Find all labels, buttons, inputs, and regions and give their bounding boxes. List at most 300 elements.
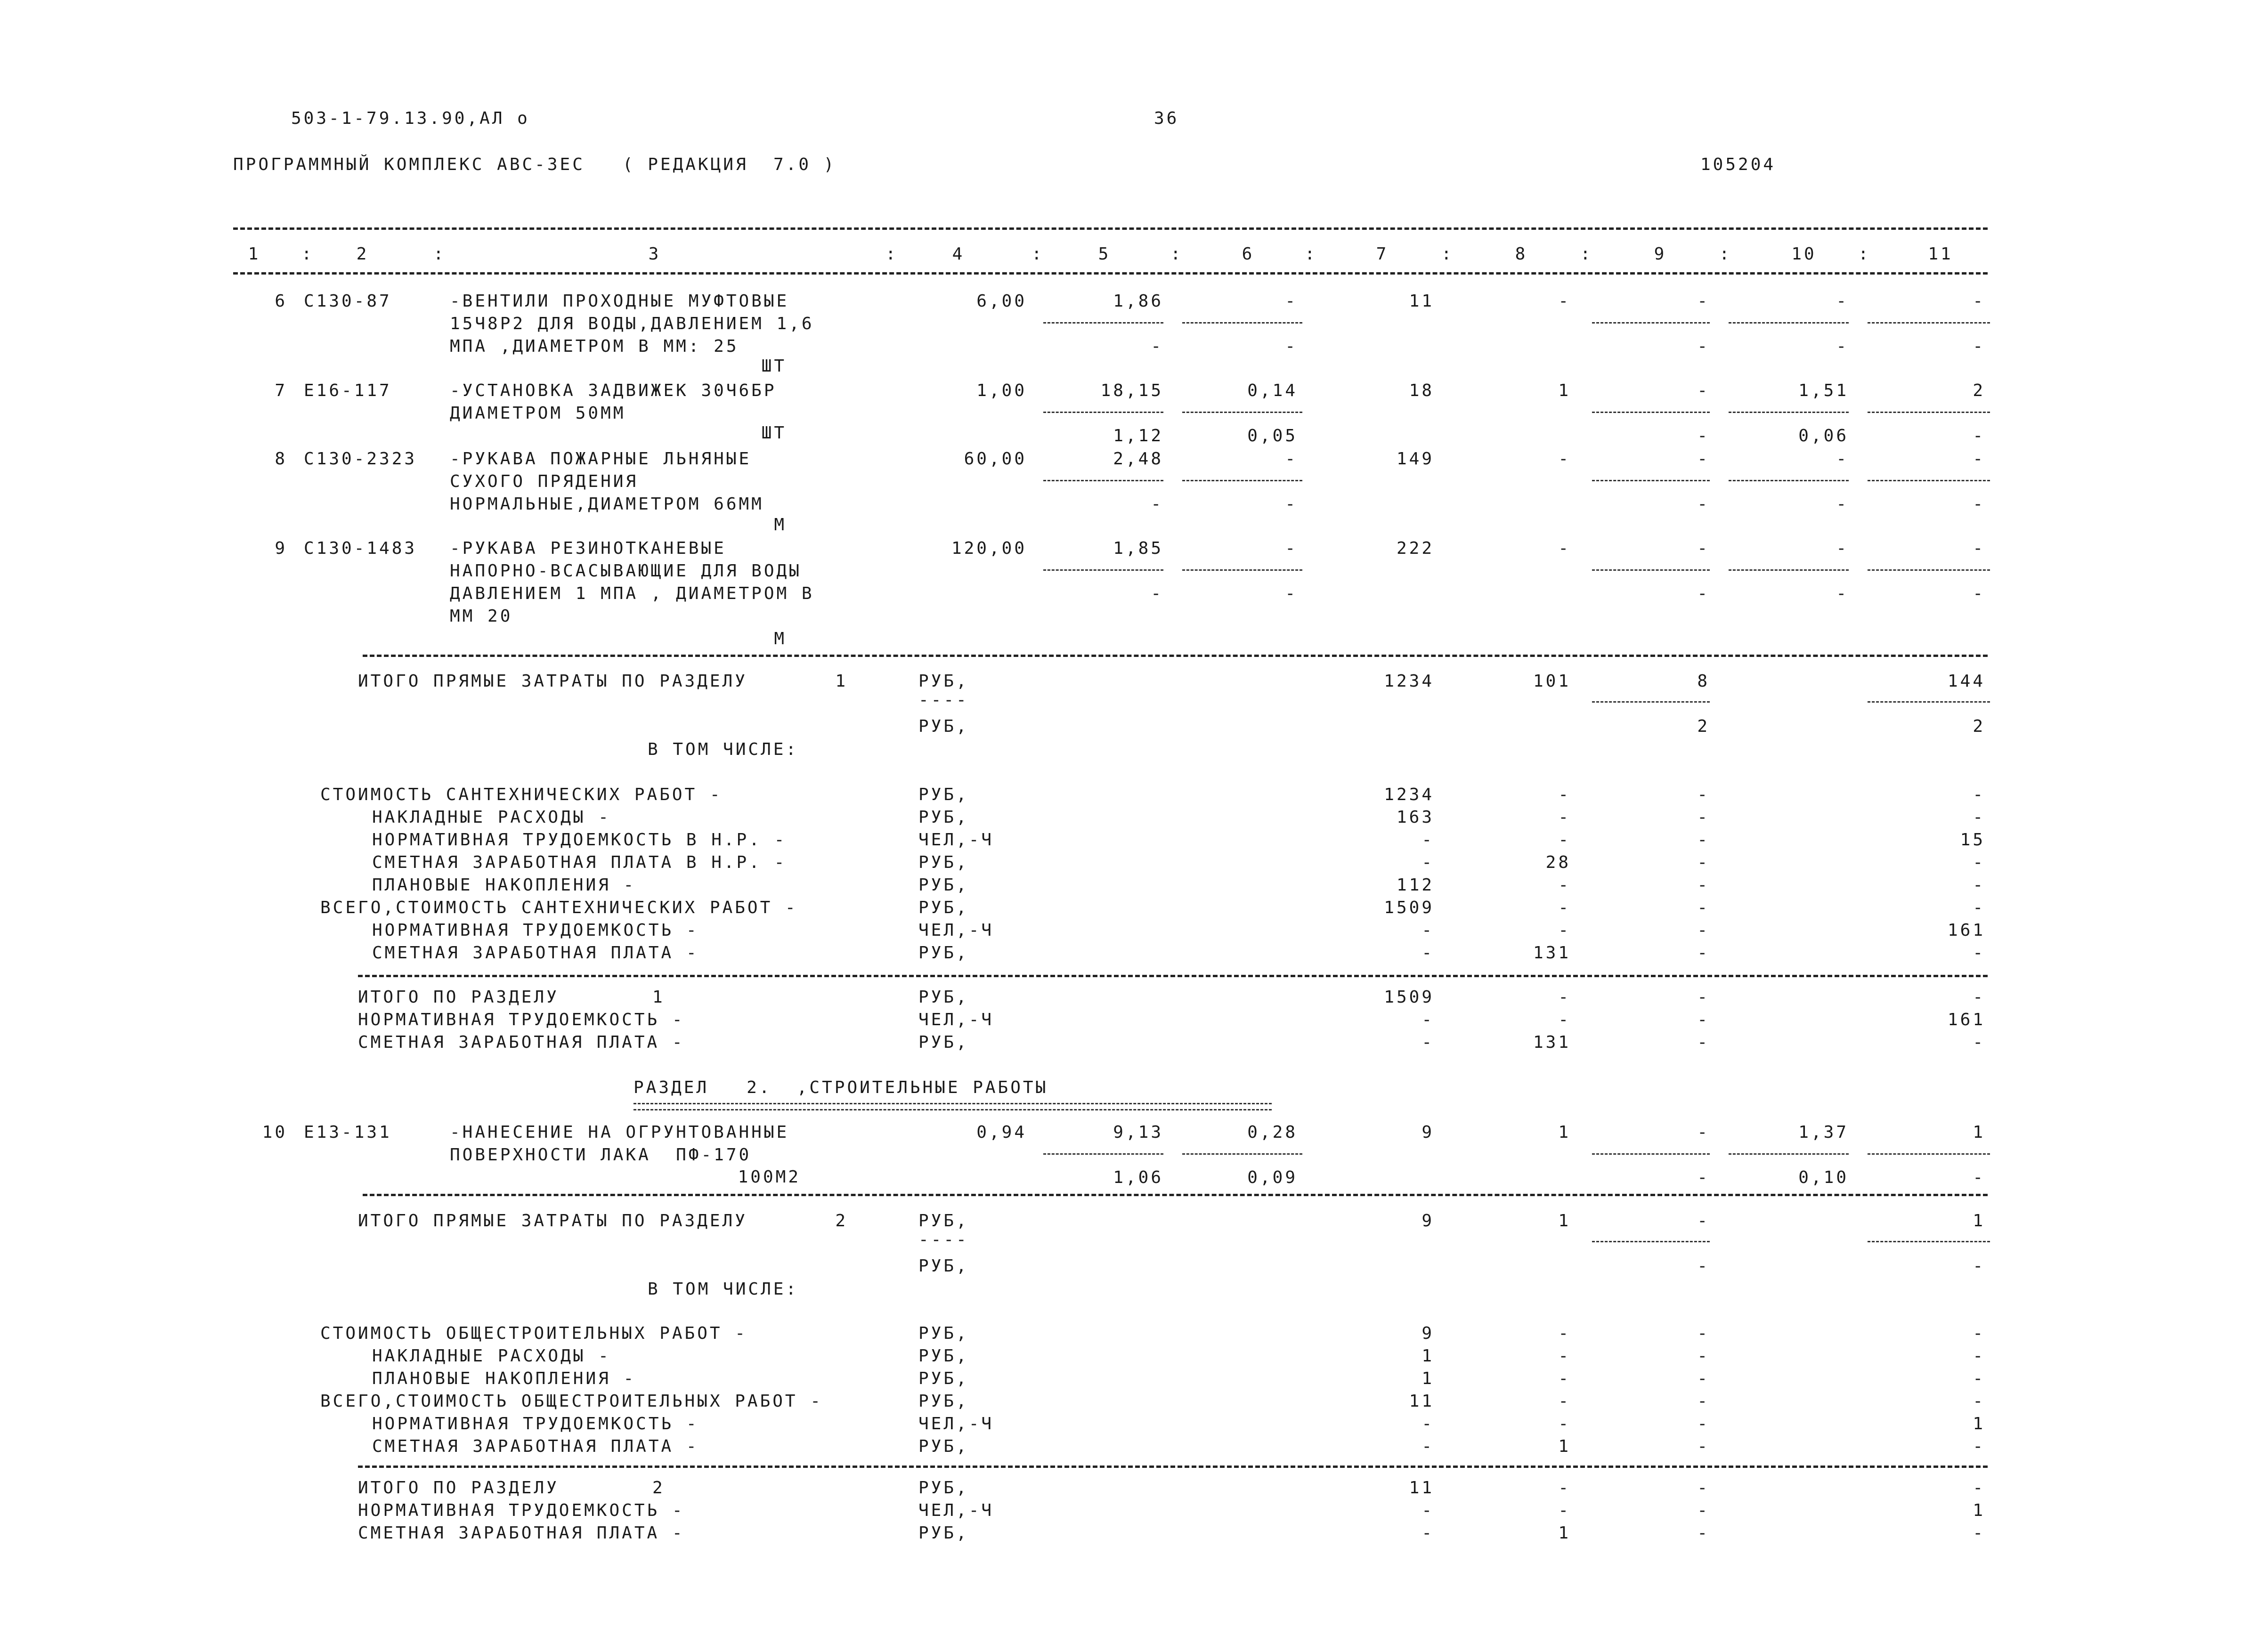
section1-breakdown-row-machine: - xyxy=(1697,808,1710,827)
section2-breakdown-row-label: ПЛАНОВЫЕ НАКОПЛЕНИЯ - xyxy=(372,1369,636,1388)
column-header-10: 10 xyxy=(1791,244,1817,264)
item-total-wage: - xyxy=(1558,539,1571,558)
item-unit-machine-wage: 1,06 xyxy=(1113,1168,1163,1187)
section1-total-row-unit: ЧЕЛ,-Ч xyxy=(918,1010,994,1029)
section2-including-heading: В ТОМ ЧИСЛЕ: xyxy=(648,1279,799,1299)
section1-breakdown-row-cost: 1509 xyxy=(1384,898,1434,917)
section1-breakdown-row-machine: - xyxy=(1697,785,1710,804)
item-labor-total-2: - xyxy=(1973,1168,1985,1187)
item-labor-unit-2: 0,06 xyxy=(1798,426,1849,445)
section1-items-rule xyxy=(363,655,1988,657)
item-machine-wage: - xyxy=(1697,337,1710,356)
item-description: НАПОРНО-ВСАСЫВАЮЩИЕ ДЛЯ ВОДЫ xyxy=(450,561,802,581)
item-total-wage: 1 xyxy=(1558,381,1571,400)
item-labor-unit: - xyxy=(1836,539,1849,558)
item-unit-machine-wage: - xyxy=(1151,337,1163,356)
program-title: ПРОГРАММНЫЙ КОМПЛЕКС АВС-3ЕС ( РЕДАКЦИЯ 7.0 ) xyxy=(233,155,837,174)
section1-breakdown-row-wage: - xyxy=(1558,921,1571,940)
subtotal-rule xyxy=(1043,480,1163,481)
subtotal-rule xyxy=(1729,569,1849,571)
subtotal-rule xyxy=(1182,322,1302,324)
section2-total-row-labor: - xyxy=(1973,1523,1985,1543)
column-separator: : xyxy=(1170,244,1183,264)
subtotal-rule xyxy=(1868,322,1990,324)
item-machine-wage: - xyxy=(1697,426,1710,445)
item-labor-unit: 1,37 xyxy=(1798,1123,1849,1142)
column-separator: : xyxy=(1580,244,1593,264)
section2-breakdown-row-unit: РУБ, xyxy=(918,1437,969,1456)
item-number: 7 xyxy=(275,381,287,400)
section1-breakdown-row-wage: 131 xyxy=(1533,943,1571,963)
item-unit: М xyxy=(774,515,787,534)
subtotal-rule xyxy=(1592,480,1710,481)
item-labor-unit: - xyxy=(1836,292,1849,311)
item-description: МПА ,ДИАМЕТРОМ В ММ: 25 xyxy=(450,337,739,356)
section1-total-row-wage: - xyxy=(1558,1010,1571,1029)
section2-total-row-machine: - xyxy=(1697,1501,1710,1520)
section1-total-row-labor: - xyxy=(1973,1033,1985,1052)
section1-direct-costs-machine-wage: 2 xyxy=(1697,717,1710,736)
section2-total-row-labor: 1 xyxy=(1973,1501,1985,1520)
section1-breakdown-row-wage: - xyxy=(1558,785,1571,804)
item-labor-total: - xyxy=(1973,292,1985,311)
item-unit-wage-2: 0,09 xyxy=(1247,1168,1298,1187)
section2-breakdown-row-wage: - xyxy=(1558,1414,1571,1433)
item-description: -РУКАВА РЕЗИНОТКАНЕВЫЕ xyxy=(450,539,726,558)
section1-breakdown-row-unit: РУБ, xyxy=(918,853,969,872)
item-labor-unit: - xyxy=(1836,449,1849,469)
section1-breakdown-row-cost: - xyxy=(1421,830,1434,850)
subtotal-rule xyxy=(1182,480,1302,481)
item-unit: ШТ xyxy=(761,423,787,443)
section1-total-row-cost: - xyxy=(1421,1033,1434,1052)
section2-breakdown-row-machine: - xyxy=(1697,1437,1710,1456)
item-labor-total-2: - xyxy=(1973,337,1985,356)
section1-breakdown-row-unit: ЧЕЛ,-Ч xyxy=(918,830,994,850)
column-header-9: 9 xyxy=(1654,244,1667,264)
item-description: -НАНЕСЕНИЕ НА ОГРУНТОВАННЫЕ xyxy=(450,1123,789,1142)
section1-breakdown-row-label: СМЕТНАЯ ЗАРАБОТНАЯ ПЛАТА - xyxy=(372,943,699,963)
section1-breakdown-row-machine: - xyxy=(1697,921,1710,940)
section2-breakdown-row-label: СТОИМОСТЬ ОБЩЕСТРОИТЕЛЬНЫХ РАБОТ - xyxy=(320,1324,747,1343)
section2-breakdown-row-wage: - xyxy=(1558,1346,1571,1366)
section2-direct-costs-unit-dash: ---- xyxy=(918,1230,969,1249)
item-description: -ВЕНТИЛИ ПРОХОДНЫЕ МУФТОВЫЕ xyxy=(450,292,789,311)
section1-breakdown-row-labor: - xyxy=(1973,808,1985,827)
column-separator: : xyxy=(1032,244,1044,264)
section1-breakdown-row-cost: 1234 xyxy=(1384,785,1434,804)
item-labor-unit-2: - xyxy=(1836,584,1849,603)
item-unit-cost: 1,86 xyxy=(1113,292,1163,311)
section2-breakdown-row-machine: - xyxy=(1697,1369,1710,1388)
section1-breakdown-row-machine: - xyxy=(1697,943,1710,963)
section1-breakdown-row-wage: - xyxy=(1558,808,1571,827)
section1-breakdown-row-machine: - xyxy=(1697,898,1710,917)
item-unit-wage-2: - xyxy=(1285,337,1298,356)
item-total-cost: 18 xyxy=(1409,381,1434,400)
subtotal-rule xyxy=(1592,412,1710,413)
section2-breakdown-row-unit: РУБ, xyxy=(918,1324,969,1343)
subtotal-rule xyxy=(1592,1241,1710,1242)
section2-total-row-cost: - xyxy=(1421,1523,1434,1543)
section1-direct-costs-unit: РУБ, xyxy=(918,672,969,691)
section1-direct-costs-labor-2: 2 xyxy=(1973,717,1985,736)
section2-total-row-machine: - xyxy=(1697,1523,1710,1543)
item-total-cost: 149 xyxy=(1396,449,1434,469)
item-labor-total-2: - xyxy=(1973,494,1985,514)
column-separator: : xyxy=(301,244,314,264)
item-unit: ШТ xyxy=(761,356,787,376)
item-labor-total: - xyxy=(1973,539,1985,558)
item-unit-wage-2: 0,05 xyxy=(1247,426,1298,445)
column-header-8: 8 xyxy=(1515,244,1528,264)
section1-direct-costs-label: ИТОГО ПРЯМЫЕ ЗАТРАТЫ ПО РАЗДЕЛУ xyxy=(358,672,747,691)
section1-total-row-unit: РУБ, xyxy=(918,988,969,1007)
section1-breakdown-row-label: НОРМАТИВНАЯ ТРУДОЕМКОСТЬ В Н.Р. - xyxy=(372,830,787,850)
section1-breakdown-row-unit: РУБ, xyxy=(918,943,969,963)
item-machine-wage: - xyxy=(1697,494,1710,514)
subtotal-rule xyxy=(1868,480,1990,481)
item-machine-wage: - xyxy=(1697,1168,1710,1187)
section2-total-row-labor: - xyxy=(1973,1478,1985,1498)
section1-total-row-machine: - xyxy=(1697,988,1710,1007)
item-machine-cost: - xyxy=(1697,381,1710,400)
subtotal-rule xyxy=(1592,1153,1710,1155)
section2-breakdown-row-label: СМЕТНАЯ ЗАРАБОТНАЯ ПЛАТА - xyxy=(372,1437,699,1456)
section1-total-row-wage: - xyxy=(1558,988,1571,1007)
column-header-1: 1 xyxy=(248,244,261,264)
section2-direct-costs-total-cost: 9 xyxy=(1421,1211,1434,1231)
section2-breakdown-row-unit: ЧЕЛ,-Ч xyxy=(918,1414,994,1433)
item-unit-wage: 0,28 xyxy=(1247,1123,1298,1142)
item-code: С130-1483 xyxy=(304,539,417,558)
item-description: -УСТАНОВКА ЗАДВИЖЕК 30Ч6БР xyxy=(450,381,777,400)
item-unit-machine-wage: - xyxy=(1151,494,1163,514)
item-number: 6 xyxy=(275,292,287,311)
section1-breakdown-row-cost: 112 xyxy=(1396,875,1434,895)
subtotal-rule xyxy=(1868,1241,1990,1242)
section2-breakdown-row-label: НОРМАТИВНАЯ ТРУДОЕМКОСТЬ - xyxy=(372,1414,699,1433)
subtotal-rule xyxy=(1182,412,1302,413)
section1-breakdown-row-label: СТОИМОСТЬ САНТЕХНИЧЕСКИХ РАБОТ - xyxy=(320,785,723,804)
section1-breakdown-row-labor: 161 xyxy=(1947,921,1985,940)
section1-direct-costs-total-cost: 1234 xyxy=(1384,672,1434,691)
section2-direct-costs-machine-wage: - xyxy=(1697,1256,1710,1276)
column-separator: : xyxy=(1719,244,1732,264)
section1-breakdown-row-labor: - xyxy=(1973,898,1985,917)
section1-direct-costs-section-number: 1 xyxy=(835,672,848,691)
section2-breakdown-row-labor: 1 xyxy=(1973,1414,1985,1433)
section1-breakdown-row-cost: - xyxy=(1421,921,1434,940)
column-header-3: 3 xyxy=(648,244,661,264)
item-labor-total: - xyxy=(1973,449,1985,469)
section2-total-row-wage: - xyxy=(1558,1478,1571,1498)
section1-total-row-label: ИТОГО ПО РАЗДЕЛУ xyxy=(358,988,559,1007)
item-labor-unit: 1,51 xyxy=(1798,381,1849,400)
item-total-wage: - xyxy=(1558,449,1571,469)
section2-breakdown-row-unit: РУБ, xyxy=(918,1369,969,1388)
section1-breakdown-row-labor: - xyxy=(1973,853,1985,872)
section2-breakdown-row-cost: 11 xyxy=(1409,1392,1434,1411)
section1-breakdown-row-label: ВСЕГО,СТОИМОСТЬ САНТЕХНИЧЕСКИХ РАБОТ - xyxy=(320,898,798,917)
section1-breakdown-row-labor: - xyxy=(1973,943,1985,963)
column-header-11: 11 xyxy=(1928,244,1953,264)
item-unit-machine-wage: - xyxy=(1151,584,1163,603)
column-separator: : xyxy=(1305,244,1317,264)
item-unit-cost: 18,15 xyxy=(1100,381,1163,400)
item-unit-wage: - xyxy=(1285,292,1298,311)
section2-breakdown-row-wage: - xyxy=(1558,1324,1571,1343)
item-unit-wage: - xyxy=(1285,539,1298,558)
subtotal-rule xyxy=(1043,322,1163,324)
section1-breakdown-row-label: НОРМАТИВНАЯ ТРУДОЕМКОСТЬ - xyxy=(372,921,699,940)
item-labor-unit-2: - xyxy=(1836,494,1849,514)
section1-total-row-cost: - xyxy=(1421,1010,1434,1029)
section1-total-row-labor: - xyxy=(1973,988,1985,1007)
item-unit-cost: 1,85 xyxy=(1113,539,1163,558)
item-code: Е13-131 xyxy=(304,1123,392,1142)
section2-total-row-machine: - xyxy=(1697,1478,1710,1498)
section1-breakdown-row-wage: - xyxy=(1558,898,1571,917)
section2-breakdown-row-machine: - xyxy=(1697,1346,1710,1366)
subtotal-rule xyxy=(1729,1153,1849,1155)
section2-direct-costs-labor: 1 xyxy=(1973,1211,1985,1231)
section1-breakdown-row-labor: 15 xyxy=(1960,830,1985,850)
section1-total-row-unit: РУБ, xyxy=(918,1033,969,1052)
section1-breakdown-row-label: СМЕТНАЯ ЗАРАБОТНАЯ ПЛАТА В Н.Р. - xyxy=(372,853,787,872)
column-separator: : xyxy=(885,244,898,264)
section2-total-row-unit: ЧЕЛ,-Ч xyxy=(918,1501,994,1520)
item-description: ДИАМЕТРОМ 50ММ xyxy=(450,404,626,423)
page-number: 36 xyxy=(1154,109,1179,128)
item-machine-cost: - xyxy=(1697,292,1710,311)
column-header-rule xyxy=(233,272,1988,275)
item-quantity: 120,00 xyxy=(951,539,1027,558)
item-code: Е16-117 xyxy=(304,381,392,400)
item-quantity: 0,94 xyxy=(976,1123,1027,1142)
section2-direct-costs-total-wage: 1 xyxy=(1558,1211,1571,1231)
item-code: С130-87 xyxy=(304,292,392,311)
section2-breakdown-row-label: НАКЛАДНЫЕ РАСХОДЫ - xyxy=(372,1346,611,1366)
estimate-code: 105204 xyxy=(1700,155,1776,174)
section2-total-row-wage: 1 xyxy=(1558,1523,1571,1543)
section1-breakdown-row-cost: - xyxy=(1421,943,1434,963)
section1-breakdown-row-unit: РУБ, xyxy=(918,785,969,804)
item-machine-cost: - xyxy=(1697,449,1710,469)
item-total-wage: 1 xyxy=(1558,1123,1571,1142)
table-top-rule xyxy=(233,227,1988,230)
item-unit-machine-wage: 1,12 xyxy=(1113,426,1163,445)
section1-total-row-labor: 161 xyxy=(1947,1010,1985,1029)
column-header-6: 6 xyxy=(1242,244,1255,264)
section1-direct-costs-machine-cost: 8 xyxy=(1697,672,1710,691)
section2-breakdown-rule xyxy=(358,1466,1988,1468)
subtotal-rule xyxy=(1729,480,1849,481)
section2-direct-costs-section-number: 2 xyxy=(835,1211,848,1231)
section2-breakdown-row-unit: РУБ, xyxy=(918,1392,969,1411)
item-labor-total: 1 xyxy=(1973,1123,1985,1142)
section2-breakdown-row-cost: 1 xyxy=(1421,1369,1434,1388)
item-unit-wage-2: - xyxy=(1285,494,1298,514)
subtotal-rule xyxy=(1592,701,1710,703)
section1-breakdown-row-label: НАКЛАДНЫЕ РАСХОДЫ - xyxy=(372,808,611,827)
section2-breakdown-row-labor: - xyxy=(1973,1346,1985,1366)
item-machine-cost: - xyxy=(1697,1123,1710,1142)
subtotal-rule xyxy=(1043,1153,1163,1155)
section2-breakdown-row-wage: - xyxy=(1558,1392,1571,1411)
section2-direct-costs-unit: РУБ, xyxy=(918,1211,969,1231)
item-total-wage: - xyxy=(1558,292,1571,311)
section2-breakdown-row-machine: - xyxy=(1697,1392,1710,1411)
item-unit-wage-2: - xyxy=(1285,584,1298,603)
column-separator: : xyxy=(1858,244,1871,264)
item-labor-total: 2 xyxy=(1973,381,1985,400)
section2-breakdown-row-wage: - xyxy=(1558,1369,1571,1388)
subtotal-rule xyxy=(1868,701,1990,703)
item-quantity: 6,00 xyxy=(976,292,1027,311)
section2-direct-costs-label: ИТОГО ПРЯМЫЕ ЗАТРАТЫ ПО РАЗДЕЛУ xyxy=(358,1211,747,1231)
section1-breakdown-row-wage: - xyxy=(1558,830,1571,850)
item-number: 8 xyxy=(275,449,287,469)
document-code: 503-1-79.13.90,АЛ о xyxy=(291,109,530,128)
section2-breakdown-row-machine: - xyxy=(1697,1324,1710,1343)
section1-direct-costs-labor: 144 xyxy=(1947,672,1985,691)
section1-including-heading: В ТОМ ЧИСЛЕ: xyxy=(648,740,799,759)
item-machine-wage: - xyxy=(1697,584,1710,603)
section2-breakdown-row-labor: - xyxy=(1973,1324,1985,1343)
section2-breakdown-row-cost: - xyxy=(1421,1437,1434,1456)
item-labor-unit-2: - xyxy=(1836,337,1849,356)
column-separator: : xyxy=(1441,244,1454,264)
section2-title: РАЗДЕЛ 2. ,СТРОИТЕЛЬНЫЕ РАБОТЫ xyxy=(634,1078,1048,1097)
item-unit: М xyxy=(774,629,787,648)
subtotal-rule xyxy=(1868,412,1990,413)
column-header-5: 5 xyxy=(1098,244,1111,264)
item-machine-cost: - xyxy=(1697,539,1710,558)
section1-direct-costs-total-wage: 101 xyxy=(1533,672,1571,691)
section2-direct-costs-unit-2: РУБ, xyxy=(918,1256,969,1276)
subtotal-rule xyxy=(1729,412,1849,413)
item-description: -РУКАВА ПОЖАРНЫЕ ЛЬНЯНЫЕ xyxy=(450,449,752,469)
section1-direct-costs-unit-2: РУБ, xyxy=(918,717,969,736)
section2-total-row-wage: - xyxy=(1558,1501,1571,1520)
section2-direct-costs-labor-2: - xyxy=(1973,1256,1985,1276)
section2-total-row-cost: - xyxy=(1421,1501,1434,1520)
item-quantity: 60,00 xyxy=(964,449,1027,469)
column-header-2: 2 xyxy=(356,244,369,264)
section2-breakdown-row-cost: - xyxy=(1421,1414,1434,1433)
section1-breakdown-row-cost: - xyxy=(1421,853,1434,872)
section1-breakdown-row-wage: - xyxy=(1558,875,1571,895)
column-separator: : xyxy=(433,244,446,264)
subtotal-rule xyxy=(1043,412,1163,413)
section2-breakdown-row-cost: 9 xyxy=(1421,1324,1434,1343)
section1-breakdown-row-machine: - xyxy=(1697,830,1710,850)
section1-breakdown-row-unit: ЧЕЛ,-Ч xyxy=(918,921,994,940)
section1-breakdown-row-label: ПЛАНОВЫЕ НАКОПЛЕНИЯ - xyxy=(372,875,636,895)
item-description: НОРМАЛЬНЫЕ,ДИАМЕТРОМ 66ММ xyxy=(450,494,764,514)
section1-breakdown-row-wage: 28 xyxy=(1545,853,1571,872)
subtotal-rule xyxy=(1592,569,1710,571)
item-labor-total-2: - xyxy=(1973,426,1985,445)
item-labor-total-2: - xyxy=(1973,584,1985,603)
item-total-cost: 9 xyxy=(1421,1123,1434,1142)
section1-breakdown-row-labor: - xyxy=(1973,785,1985,804)
item-number: 10 xyxy=(262,1123,287,1142)
item-total-cost: 11 xyxy=(1409,292,1434,311)
item-quantity: 1,00 xyxy=(976,381,1027,400)
section2-total-row-label: НОРМАТИВНАЯ ТРУДОЕМКОСТЬ - xyxy=(358,1501,685,1520)
section2-breakdown-row-unit: РУБ, xyxy=(918,1346,969,1366)
subtotal-rule xyxy=(1729,322,1849,324)
subtotal-rule xyxy=(1182,1153,1302,1155)
section2-breakdown-row-wage: 1 xyxy=(1558,1437,1571,1456)
section1-total-row-wage: 131 xyxy=(1533,1033,1571,1052)
section1-total-row-machine: - xyxy=(1697,1033,1710,1052)
section1-breakdown-row-unit: РУБ, xyxy=(918,898,969,917)
subtotal-rule xyxy=(1043,569,1163,571)
item-unit-cost: 9,13 xyxy=(1113,1123,1163,1142)
section1-breakdown-row-machine: - xyxy=(1697,875,1710,895)
section2-title-underline xyxy=(634,1103,1272,1110)
section1-breakdown-row-machine: - xyxy=(1697,853,1710,872)
item-unit-wage: 0,14 xyxy=(1247,381,1298,400)
section2-breakdown-row-machine: - xyxy=(1697,1414,1710,1433)
item-description: ДАВЛЕНИЕМ 1 МПА , ДИАМЕТРОМ В xyxy=(450,584,814,603)
section1-direct-costs-unit-dash: ---- xyxy=(918,690,969,710)
section2-breakdown-row-labor: - xyxy=(1973,1392,1985,1411)
section2-total-row-label: ИТОГО ПО РАЗДЕЛУ xyxy=(358,1478,559,1498)
section2-total-row-section-number: 2 xyxy=(652,1478,665,1498)
section1-breakdown-rule xyxy=(358,975,1988,977)
item-description: ММ 20 xyxy=(450,607,513,626)
subtotal-rule xyxy=(1592,322,1710,324)
item-unit-cost: 2,48 xyxy=(1113,449,1163,469)
column-header-7: 7 xyxy=(1376,244,1389,264)
section2-direct-costs-machine-cost: - xyxy=(1697,1211,1710,1231)
section1-breakdown-row-labor: - xyxy=(1973,875,1985,895)
section2-breakdown-row-labor: - xyxy=(1973,1369,1985,1388)
section2-items-rule xyxy=(363,1194,1988,1196)
section2-breakdown-row-cost: 1 xyxy=(1421,1346,1434,1366)
item-description: 15Ч8Р2 ДЛЯ ВОДЫ,ДАВЛЕНИЕМ 1,6 xyxy=(450,314,814,333)
item-number: 9 xyxy=(275,539,287,558)
column-header-4: 4 xyxy=(952,244,965,264)
subtotal-rule xyxy=(1182,569,1302,571)
subtotal-rule xyxy=(1868,569,1990,571)
section2-total-row-unit: РУБ, xyxy=(918,1478,969,1498)
section2-total-row-cost: 11 xyxy=(1409,1478,1434,1498)
section1-total-row-section-number: 1 xyxy=(652,988,665,1007)
section1-total-row-label: СМЕТНАЯ ЗАРАБОТНАЯ ПЛАТА - xyxy=(358,1033,685,1052)
subtotal-rule xyxy=(1868,1153,1990,1155)
section1-breakdown-row-unit: РУБ, xyxy=(918,875,969,895)
section1-breakdown-row-cost: 163 xyxy=(1396,808,1434,827)
section2-total-row-unit: РУБ, xyxy=(918,1523,969,1543)
section1-total-row-label: НОРМАТИВНАЯ ТРУДОЕМКОСТЬ - xyxy=(358,1010,685,1029)
section1-breakdown-row-unit: РУБ, xyxy=(918,808,969,827)
item-labor-unit-2: 0,10 xyxy=(1798,1168,1849,1187)
item-total-cost: 222 xyxy=(1396,539,1434,558)
item-unit: 100М2 xyxy=(738,1167,801,1187)
section2-total-row-label: СМЕТНАЯ ЗАРАБОТНАЯ ПЛАТА - xyxy=(358,1523,685,1543)
item-description: ПОВЕРХНОСТИ ЛАКА ПФ-170 xyxy=(450,1145,752,1165)
section2-breakdown-row-labor: - xyxy=(1973,1437,1985,1456)
item-code: С130-2323 xyxy=(304,449,417,469)
item-unit-wage: - xyxy=(1285,449,1298,469)
section1-total-row-cost: 1509 xyxy=(1384,988,1434,1007)
section2-breakdown-row-label: ВСЕГО,СТОИМОСТЬ ОБЩЕСТРОИТЕЛЬНЫХ РАБОТ - xyxy=(320,1392,823,1411)
